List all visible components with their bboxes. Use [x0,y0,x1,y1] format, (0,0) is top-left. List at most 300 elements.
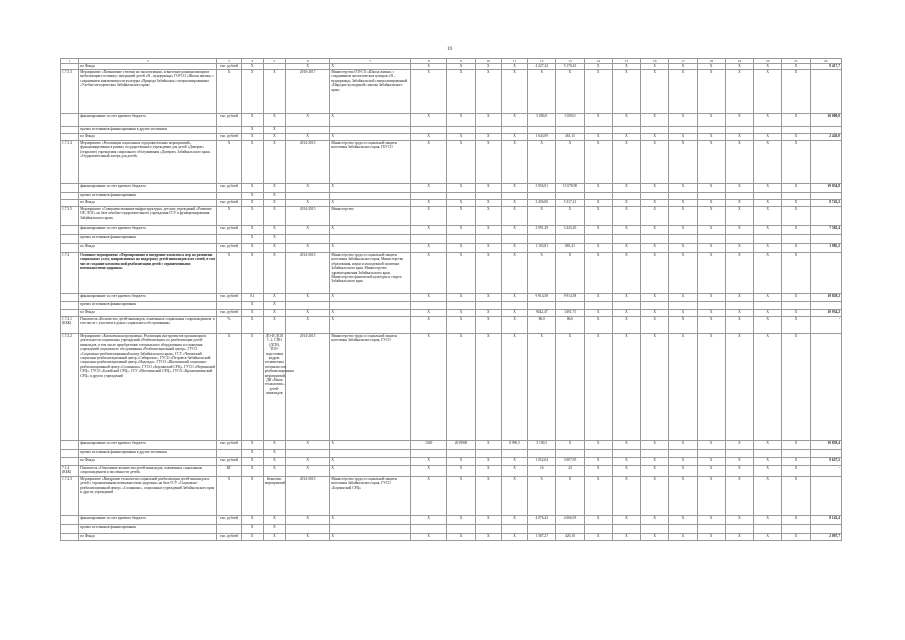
table-cell: 1.7.3.5 [61,207,79,226]
table-cell: Х [697,441,725,450]
table-cell: Х [669,317,697,334]
table-cell: Х [669,477,697,516]
table-cell [782,450,810,458]
table-cell: Х [263,200,285,207]
table-cell: Х [612,441,640,450]
table-cell: Х [697,310,725,317]
table-cell: Х [612,516,640,525]
table-cell: по Фонда [79,200,217,207]
table-cell: Х [697,534,725,541]
column-number-cell: 16 [641,59,669,64]
table-cell: 5 170,43 [556,64,584,70]
table-cell: Х [612,458,640,466]
table-row [61,193,842,200]
table-cell [754,127,782,134]
column-number-cell: 12 [528,59,556,64]
table-cell: Х [241,127,263,134]
table-cell: Х [725,310,753,317]
table-cell: прочих источников финансирования [79,302,217,310]
table-cell: Х [584,294,612,302]
table-cell: Х [475,253,501,294]
table-cell [697,193,725,200]
table-cell: тыс. рублей [217,200,241,207]
table-cell [217,127,241,134]
table-cell: Х [411,458,447,466]
table-cell [754,302,782,310]
table-cell: Х [263,458,285,466]
column-number-cell: 17 [669,59,697,64]
table-cell: Х [697,134,725,141]
column-number-cell: 19 [725,59,753,64]
table-cell: ДО-И ДСИ 1. 2. СПО (ДСИ), ТОО- подготовки кадров, технических специалистов, реабилитационных мероприятий, ДИ «Наша технологии», детей-инвалидов [263,334,285,441]
table-cell: Х [641,200,669,207]
table-cell: Министерство ГОУСО «Школа жизни» с сохранением экологических центров «Я – вундеркинд» Забайкальской специализированной «Народно-культурной» школы Забайкальского края» [330,70,411,114]
table-cell: Х [501,114,527,127]
table-cell: Х [641,310,669,317]
table-cell: - [810,466,841,477]
table-cell [447,193,475,200]
table-cell: Х [754,441,782,450]
table-cell [285,193,329,200]
table-cell: 2 007,7 [810,534,841,541]
table-cell: Х [411,466,447,477]
table-cell: Х [241,141,263,184]
table-cell: Х [475,477,501,516]
table-cell: Х [411,334,447,441]
table-cell: Х [612,310,640,317]
table-cell [584,450,612,458]
table-cell: Х [447,141,475,184]
table-cell: Х [725,134,753,141]
table-cell: Х [612,334,640,441]
table-row [61,466,842,477]
table-cell: прочих источников финансирования в другие источники [79,127,217,134]
table-cell: Х [447,516,475,525]
table-cell: Х [285,317,329,334]
table-cell: Х [612,477,640,516]
table-cell [528,302,556,310]
table-cell: Х [411,534,447,541]
table-cell: Х [641,253,669,294]
table-cell: Х [725,64,753,70]
table-cell [61,235,79,244]
table-cell [782,235,810,244]
table-cell: Х [641,64,669,70]
column-number-cell: 13 [556,59,584,64]
table-cell: Х [501,134,527,141]
table-cell: Х [669,253,697,294]
table-cell [61,134,79,141]
table-cell [447,525,475,534]
table-cell: Основное мероприятие «Формирование и внедрение комплекса мер по развитию социальных услуг, направленных на поддержку детей-инвалидов и их семей, в том числе создание комплексной реабилитации детей с ограниченными возможностями здоровья» [79,253,217,294]
table-cell [697,450,725,458]
table-cell: 1.7.4.1 (КБК) [61,317,79,334]
table-cell: Х [447,310,475,317]
table-cell: Х [725,253,753,294]
table-cell [584,302,612,310]
table-cell: Х [782,441,810,450]
table-cell [217,450,241,458]
table-cell: Х [411,516,447,525]
table-cell: Х [475,207,501,226]
table-cell: Х [697,114,725,127]
table-cell: Х [641,441,669,450]
table-cell: 2 426,0 [810,134,841,141]
table-cell: 2014-2015 [285,141,329,184]
table-cell: Х [528,253,556,294]
table-cell: 1.7.4.3 [61,477,79,516]
table-cell: по Фонда [79,534,217,541]
table-cell: Х [263,235,285,244]
table-cell [217,235,241,244]
table-cell: Х [528,207,556,226]
table-cell: Х [584,253,612,294]
table-cell: Х [584,477,612,516]
table-cell: 8 990,5 [501,441,527,450]
table-cell: Х [475,534,501,541]
table-cell [810,235,841,244]
table-cell: Х [241,302,263,310]
table-row [61,127,842,134]
table-cell: 2019900 [447,441,475,450]
table-cell [754,193,782,200]
table-cell [810,302,841,310]
table-cell: Х [697,141,725,184]
table-cell [725,525,753,534]
table-cell: Х [669,310,697,317]
table-cell: Х [754,64,782,70]
table-cell: Х [612,114,640,127]
table-cell: Х [475,114,501,127]
table-cell: Х [330,184,411,193]
table-row [61,310,842,317]
table-cell: Х [782,294,810,302]
table-cell: Х [612,534,640,541]
table-cell: Х [612,466,640,477]
table-cell [641,450,669,458]
table-cell: тыс. рублей [217,458,241,466]
table-cell [61,294,79,302]
table-cell: 10 934,2 [810,310,841,317]
table-cell: Х [782,64,810,70]
table-cell [330,127,411,134]
table-cell: 5 000,0 [528,114,556,127]
table-cell [669,302,697,310]
table-cell: Х [641,207,669,226]
table-cell: 5 100,5 [528,441,556,450]
table-cell [556,450,584,458]
table-cell [612,127,640,134]
table-cell: Х [782,317,810,334]
table-cell: прочих источников финансирования [79,525,217,534]
table-cell: Х [475,200,501,207]
table-cell: Х [241,244,263,253]
table-cell: Х [217,207,241,226]
table-cell: Х [782,477,810,516]
table-cell: Х [263,441,285,450]
column-number-cell: 1 [61,59,79,64]
table-row [61,450,842,458]
table-cell: Х [263,193,285,200]
table-cell: 19 034,8 [810,184,841,193]
table-cell [754,525,782,534]
table-cell: Х [501,466,527,477]
budget-table [60,58,842,541]
table-cell [501,193,527,200]
table-cell: Х [447,226,475,235]
table-cell: Х [330,310,411,317]
table-cell: Х [285,64,329,70]
table-cell: Х [411,310,447,317]
table-cell: Х [584,134,612,141]
column-number-cell: 4 [241,59,263,64]
table-cell: Х [584,64,612,70]
column-number-cell: 22 [810,59,841,64]
table-cell: Х [241,441,263,450]
table-cell: 9 914,58 [528,294,556,302]
table-cell: Х [330,134,411,141]
table-cell: Х [241,477,263,516]
table-cell: Х [285,294,329,302]
table-cell: Х [641,466,669,477]
column-number-cell: 8 [411,59,447,64]
table-cell [810,207,841,226]
table-cell: Х [447,477,475,516]
table-cell: 420,10 [556,534,584,541]
table-cell: 1 587,27 [528,534,556,541]
table-row [61,244,842,253]
table-cell [782,193,810,200]
table-row [61,294,842,302]
table-cell: Х [475,458,501,466]
table-cell: Х [411,64,447,70]
table-cell [285,235,329,244]
table-cell [669,525,697,534]
table-cell: Х [447,134,475,141]
table-row [61,302,842,310]
table-cell: Х [475,70,501,114]
table-cell [61,244,79,253]
table-cell: Х [697,226,725,235]
table-cell: прочих источников финансирования [79,235,217,244]
table-cell: Х [241,64,263,70]
table-cell: Х [641,244,669,253]
table-cell: 10 859,4 [810,441,841,450]
table-cell [556,193,584,200]
table-cell: Х [528,334,556,441]
table-cell: Х [475,466,501,477]
table-cell: Х [447,200,475,207]
table-row [61,317,842,334]
table-cell: Х [725,226,753,235]
table-cell: Х [447,244,475,253]
table-cell: Х [411,294,447,302]
table-cell: финансирование за счет краевого бюджета [79,516,217,525]
table-cell: Х [725,516,753,525]
table-cell: Х [475,516,501,525]
table-cell: Х [285,466,329,477]
table-cell: Х [641,114,669,127]
table-cell: Х [697,244,725,253]
table-cell: Х [641,458,669,466]
table-cell: Х [782,141,810,184]
table-cell [528,127,556,134]
table-cell [217,302,241,310]
table-cell: Х [641,184,669,193]
table-cell: Х [669,200,697,207]
table-cell: Х [556,141,584,184]
table-cell: - [810,317,841,334]
table-cell: тыс. рублей [217,64,241,70]
table-cell: Х [501,200,527,207]
table-cell: Х [330,458,411,466]
table-cell [810,127,841,134]
table-row [61,534,842,541]
table-cell [285,127,329,134]
table-cell: 3 007,95 [556,458,584,466]
table-cell: Х [263,70,285,114]
table-cell: 8 743,2 [810,200,841,207]
table-cell: Х [285,244,329,253]
table-cell: Х [475,141,501,184]
table-cell: Х [330,200,411,207]
table-cell: Х [612,253,640,294]
table-cell: Х [725,200,753,207]
table-cell: Х [501,477,527,516]
table-cell: Х [556,334,584,441]
table-cell [697,302,725,310]
table-cell: Министерство труда и социальной защиты населения Забайкальского края, Министерство образования, науки и молодежной политики Забайкальского края, Министерство здравоохранения Забайкальского края, Министерство физической культуры и спорта Забайкальского края [330,253,411,294]
table-cell: прочих источников финансирования в другие источники [79,450,217,458]
table-cell [447,450,475,458]
table-cell: Х [475,134,501,141]
table-cell: 4 066,93 [556,516,584,525]
table-cell: тыс. рублей [217,441,241,450]
budget-table-wrapper [60,58,842,541]
table-row [61,134,842,141]
table-cell: Х [782,534,810,541]
table-cell: 2014-2015 [285,207,329,226]
table-cell [475,127,501,134]
table-cell [810,525,841,534]
table-cell: Х [669,141,697,184]
table-cell [612,450,640,458]
table-cell [447,302,475,310]
column-number-cell: 10 [475,59,501,64]
table-cell [810,253,841,294]
table-cell: 19 829,2 [810,294,841,302]
table-cell: Х [241,200,263,207]
table-cell: Х [475,244,501,253]
table-cell [61,184,79,193]
table-cell: Х [241,334,263,441]
table-cell: Х [754,226,782,235]
table-cell: Х [411,253,447,294]
table-cell: 15 078,90 [556,184,584,193]
table-cell: финансирование за счет краевого бюджета [79,114,217,127]
table-cell: тыс. рублей [217,534,241,541]
table-cell [475,193,501,200]
table-cell: Х [725,317,753,334]
table-cell: 9 417,7 [810,64,841,70]
table-cell [501,450,527,458]
table-cell: Х [641,516,669,525]
table-cell [669,450,697,458]
table-cell: 10 000,0 [810,114,841,127]
table-cell: Х [584,200,612,207]
table-cell: Министерство труда и социальной защиты населения Забайкальского края, ГУСО «Борзинский СРЦ» [330,477,411,516]
table-row [61,458,842,466]
table-row [61,226,842,235]
table-cell: Х [447,534,475,541]
table-cell [725,302,753,310]
table-cell [584,235,612,244]
table-cell [669,193,697,200]
column-number-cell: 14 [584,59,612,64]
table-cell: Мероприятие «Совершенствование инфраструктуры» детских учреждений «Развитие ОЕ. ЛОГ» на базе лечебно-оздоровительного учреждения ГСУ в функционирования Забайкальского края» [79,207,217,226]
table-cell: Х [447,207,475,226]
table-cell [612,235,640,244]
table-cell: Х [263,184,285,193]
table-cell: Х [241,70,263,114]
table-cell: Х [669,294,697,302]
table-cell: Х [241,134,263,141]
table-cell: Х [584,70,612,114]
table-cell [411,193,447,200]
table-cell [285,302,329,310]
table-cell: Х [330,244,411,253]
table-cell: прочих источников финансирования [79,193,217,200]
table-cell: 5 317,21 [556,200,584,207]
table-cell: Х [782,207,810,226]
table-cell: Х [556,70,584,114]
table-cell: по Фонда [79,134,217,141]
table-cell: Х [641,134,669,141]
table-cell: Х [241,534,263,541]
table-cell [697,235,725,244]
column-number-cell: 15 [612,59,640,64]
table-cell: 1 052,04 [528,458,556,466]
table-cell: Х [669,534,697,541]
table-cell: Мероприятие «Реализация социальных оздоровительных мероприятий» функционирования в рамках государственного учреждения для детей «Доверие» (открытие) учреждения социального обслуживания «Доверие» Забайкальского края» «Оздоровительный лагерь для детей» [79,141,217,184]
table-cell [669,235,697,244]
table-cell: Х [475,441,501,450]
table-cell: Х [669,516,697,525]
table-cell: Х [584,334,612,441]
table-cell: 2014-2015 [285,477,329,516]
column-number-cell: 2 [79,59,217,64]
table-cell [61,200,79,207]
table-cell: Х [754,310,782,317]
table-cell [641,235,669,244]
table-cell: Х [217,253,241,294]
table-cell: Х [241,184,263,193]
table-cell: тыс. рублей [217,114,241,127]
table-cell: Х [612,134,640,141]
table-cell [447,127,475,134]
table-cell: 7 582,4 [810,226,841,235]
table-cell: 3 456,00 [528,200,556,207]
column-number-cell: 11 [501,59,527,64]
table-cell [612,302,640,310]
table-cell: Х [263,534,285,541]
table-cell: Х [330,64,411,70]
table-cell: 1 103,81 [528,244,556,253]
table-cell: Мероприятие «Внедрение технологии социальной реабилитации детей-инвалидов и детей с ограниченными возможностями здоровья» на базе ГСУ «Социально-реабилитационный центр» «Солнышко», социальных учреждений Забайкальского края и других учреждений [79,477,217,516]
table-cell: Х [669,207,697,226]
table-cell [61,114,79,127]
table-cell: Х [612,64,640,70]
